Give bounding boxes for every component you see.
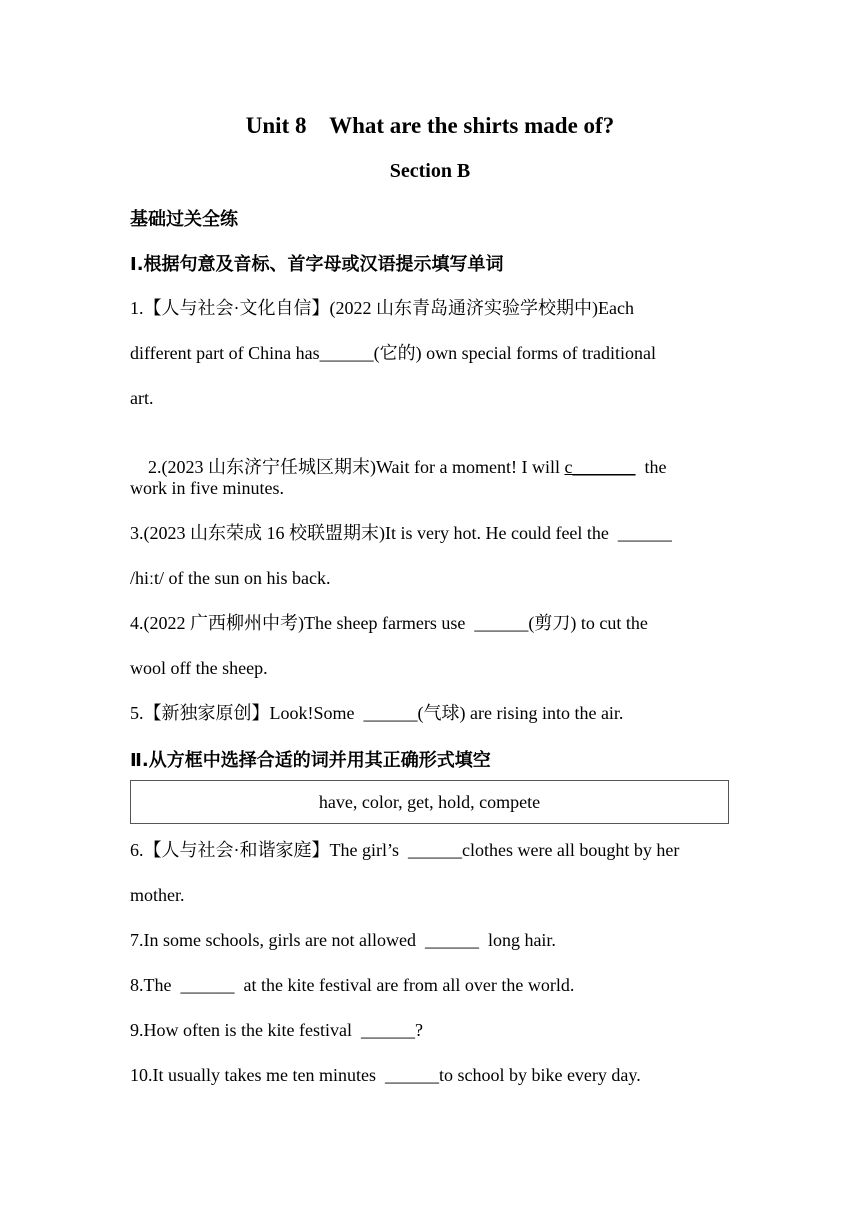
question-2-text: 2.(2023 山东济宁任城区期末)Wait for a moment! I will <box>148 457 565 477</box>
question-6-line-1: 6.【人与社会·和谐家庭】The girl’s ______clothes were all bought by her <box>130 840 680 860</box>
question-4-line-2: wool off the sheep. <box>130 658 268 678</box>
question-1-line-1: 1.【人与社会·文化自信】(2022 山东青岛通济实验学校期中)Each <box>130 298 634 318</box>
question-2-blank: c_______ <box>564 457 636 477</box>
question-6-line-2: mother. <box>130 885 185 905</box>
section-subtitle: Section B <box>389 160 471 182</box>
word-box-text: have, color, get, hold, compete <box>318 791 541 812</box>
part1-heading: Ⅰ.根据句意及音标、首字母或汉语提示填写单词 <box>130 254 504 275</box>
question-10: 10.It usually takes me ten minutes ______to school by bike every day. <box>130 1065 641 1085</box>
question-1-line-3: art. <box>130 388 154 408</box>
question-7: 7.In some schools, girls are not allowed ______ long hair. <box>130 930 556 950</box>
question-8: 8.The ______ at the kite festival are from all over the world. <box>130 975 575 995</box>
question-5-line-1: 5.【新独家原创】Look!Some ______(气球) are rising into the air. <box>130 703 624 723</box>
part2-heading: Ⅱ.从方框中选择合适的词并用其正确形式填空 <box>130 750 491 771</box>
question-3-line-2: /hiːt/ of the sun on his back. <box>130 568 331 588</box>
question-1-line-2: different part of China has______(它的) own special forms of traditional <box>130 343 657 363</box>
word-box <box>130 780 729 824</box>
question-9: 9.How often is the kite festival ______? <box>130 1020 423 1040</box>
question-2-text-end: the <box>635 457 667 477</box>
question-2-line-2: work in five minutes. <box>130 478 284 498</box>
question-4-line-1: 4.(2022 广西柳州中考)The sheep farmers use ______(剪刀) to cut the <box>130 613 648 633</box>
question-3-line-1: 3.(2023 山东荣成 16 校联盟期末)It is very hot. He could feel the ______ <box>130 523 672 543</box>
page-title: Unit 8 What are the shirts made of? <box>245 113 615 138</box>
section-heading: 基础过关全练 <box>130 209 238 230</box>
